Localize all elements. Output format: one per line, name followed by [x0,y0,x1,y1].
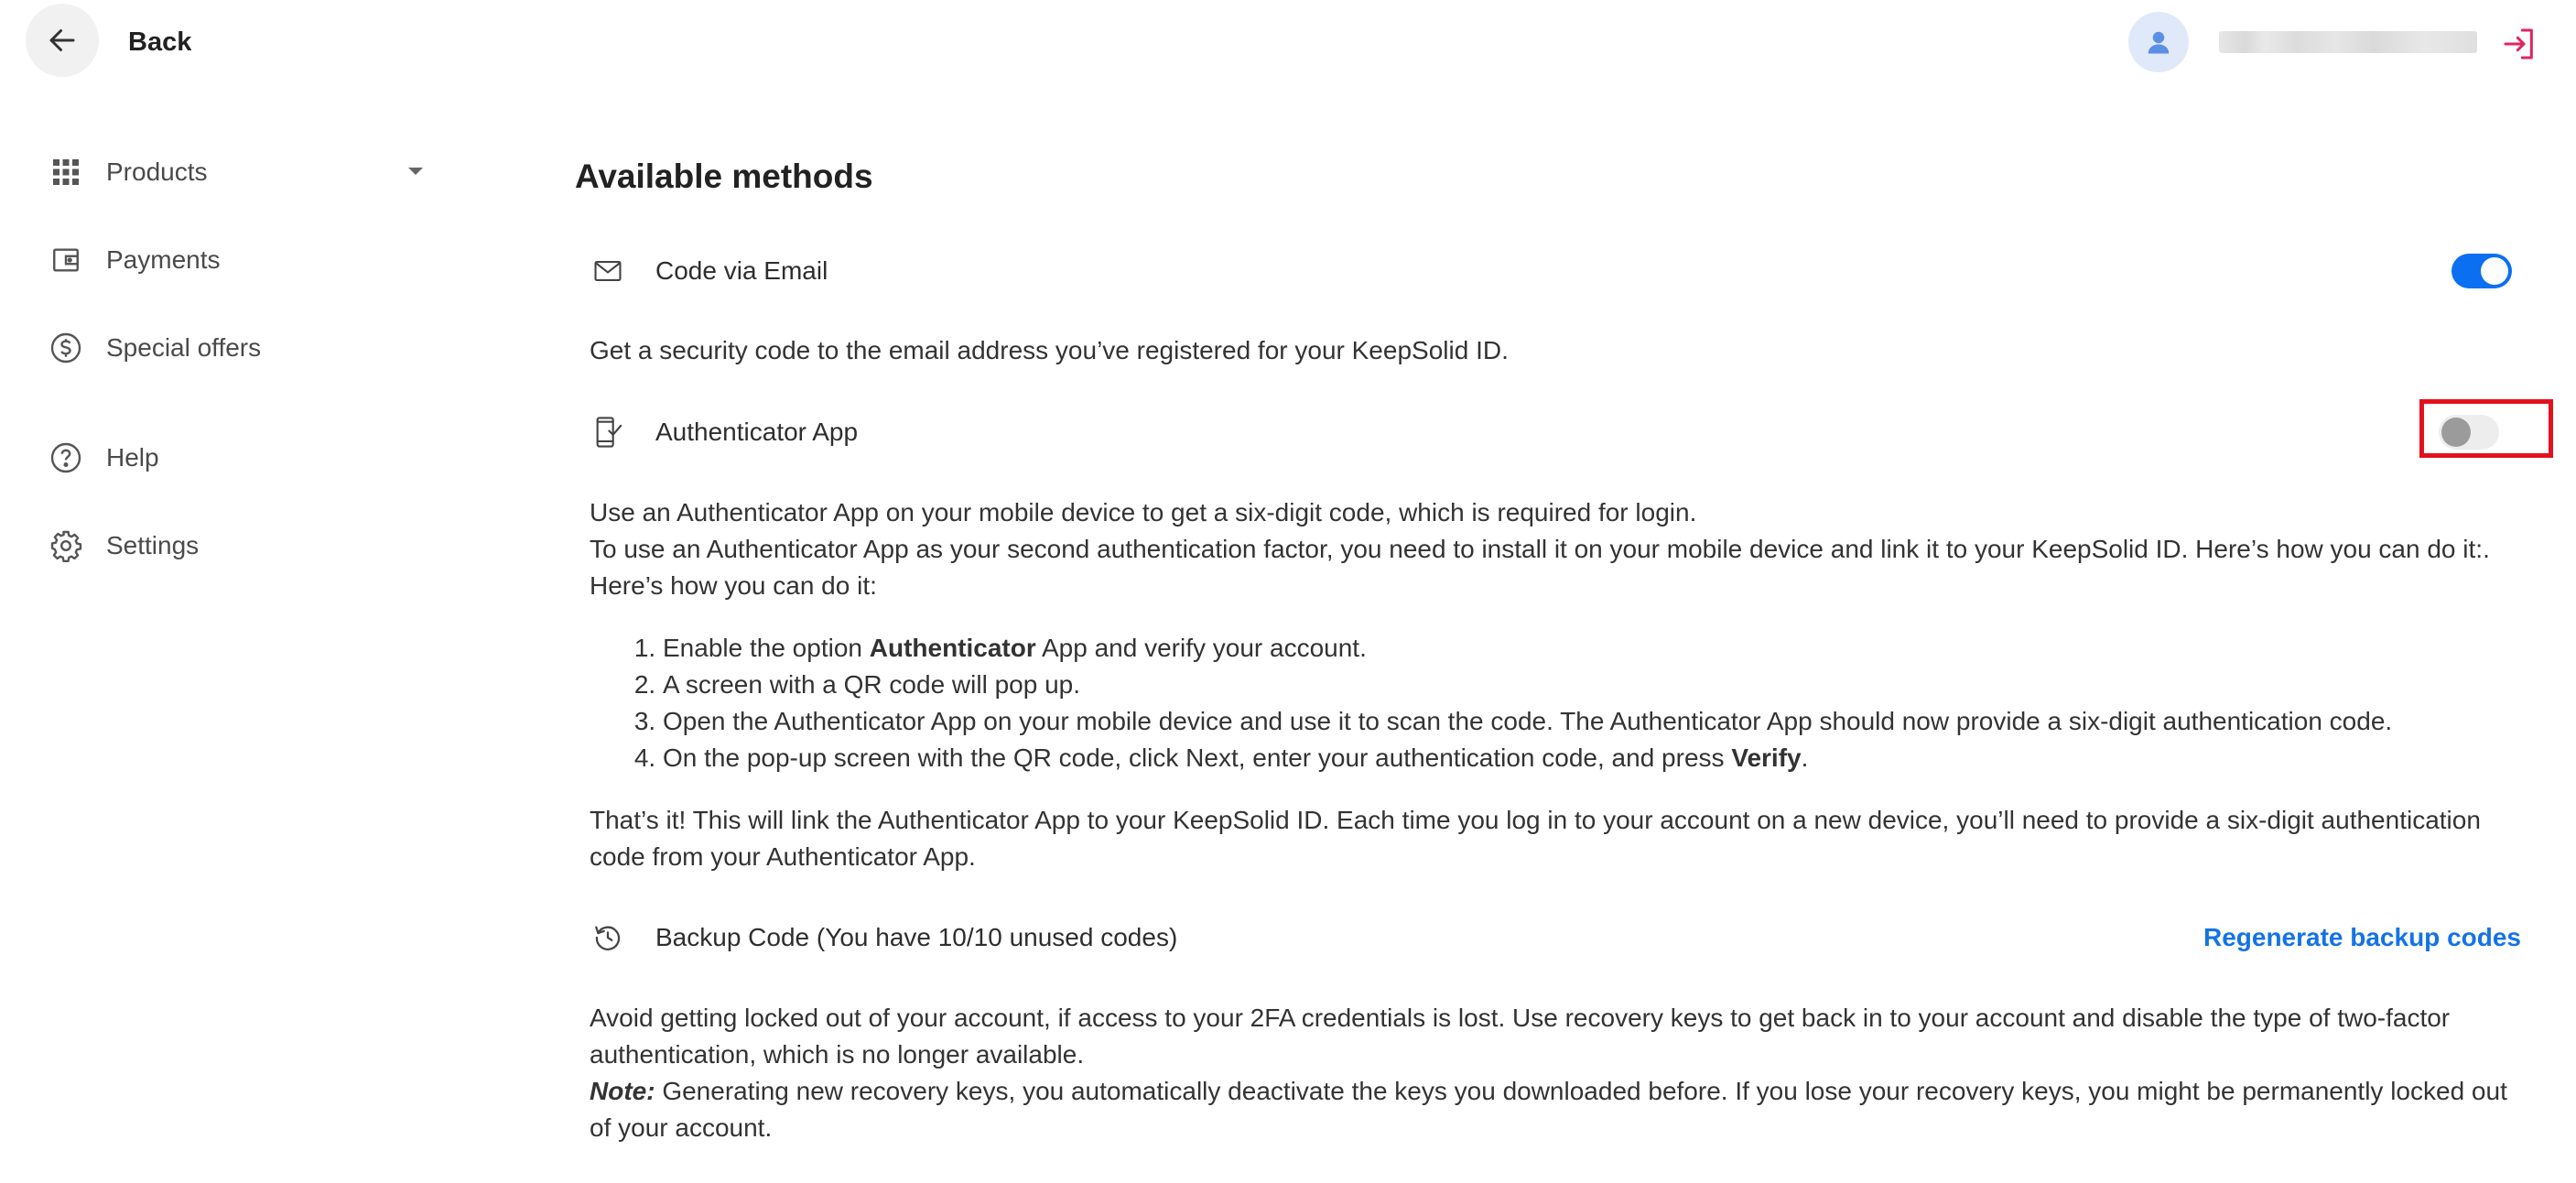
sidebar-item-special-offers[interactable] [37,320,439,375]
page-title: Available methods [575,157,873,195]
method-authenticator-label: Authenticator App [655,418,859,446]
back-label[interactable]: Back [128,27,192,57]
step-item: 4. On the pop-up screen with the QR code, click Next, enter your authentication code, and press Verify. [663,740,2521,776]
step-item: 2. A screen with a QR code will pop up. [663,667,2521,703]
method-backup-row [590,910,2521,965]
sidebar-item-products[interactable] [37,145,439,200]
note-label: Note: [590,1077,655,1105]
step-item: 3. Open the Authenticator App on your mobile device and use it to scan the code. The Authenticator App should now provide a six-digit authentication code. [663,703,2521,740]
method-authenticator-row [590,405,2521,460]
wallet-icon [37,244,95,276]
grid-icon [37,158,95,186]
authenticator-description [590,494,2521,604]
toggle-knob [2481,257,2508,285]
sidebar-item-label: Help [106,443,159,472]
authenticator-intro-3: Here’s how you can do it: [590,571,877,600]
sidebar-item-label: Payments [106,245,221,274]
sidebar-item-payments[interactable] [37,233,439,288]
authenticator-intro-2: To use an Authenticator App as your second authentication factor, you need to install it on your mobile device and link it to your KeepSolid ID. Here’s how you can do it:. [590,535,2490,563]
method-email-label: Code via Email [655,256,828,285]
phone-check-icon [590,415,626,450]
sidebar-item-label: Products [106,157,208,186]
step-item: 1. Enable the option Authenticator App and verify your account. [663,630,2521,667]
user-icon [2145,28,2172,56]
chevron-down-icon[interactable] [405,165,427,178]
sidebar-item-help[interactable] [37,430,439,485]
sidebar-item-label: Special offers [106,333,262,362]
logout-icon[interactable] [2501,26,2538,62]
user-name-redacted [2219,31,2477,53]
backup-description-text: Avoid getting locked out of your account, if access to your 2FA credentials is lost. Use recovery keys to get back in to your account and disable the type of two-factor authentication, which is no longer available. [590,1004,2451,1069]
authenticator-intro-1: Use an Authenticator App on your mobile device to get a six-digit code, which is required for login. [590,498,1697,526]
back-button[interactable] [26,4,99,77]
arrow-left-icon [46,24,79,57]
authenticator-outro: That’s it! This will link the Authenticator App to your KeepSolid ID. Each time you log in to your account on a new device, you’ll need to provide a six-digit authentication code from your Authenticator App. [590,806,2481,871]
method-backup-label: Backup Code (You have 10/10 unused codes) [655,923,1178,951]
regenerate-backup-codes-link[interactable]: Regenerate backup codes [2203,923,2521,951]
backup-description [590,1000,2521,1146]
email-toggle[interactable] [2452,254,2512,288]
dollar-circle-icon [37,331,95,364]
method-email-row [590,244,2521,298]
authenticator-steps [590,630,2521,776]
avatar[interactable] [2128,12,2189,72]
sidebar-item-label: Settings [106,531,200,559]
sidebar-item-settings[interactable] [37,518,439,573]
gear-icon [37,529,95,562]
note-text: Generating new recovery keys, you automatically deactivate the keys you downloaded before. If you lose your recovery keys, you might be permanently locked out of your account. [590,1077,2507,1142]
help-circle-icon [37,441,95,474]
highlight-annotation [2419,399,2553,458]
history-icon [590,922,626,953]
backup-note [590,1073,2521,1146]
email-description: Get a security code to the email address you’ve registered for your KeepSolid ID. [590,336,1509,364]
mail-icon [590,255,626,287]
